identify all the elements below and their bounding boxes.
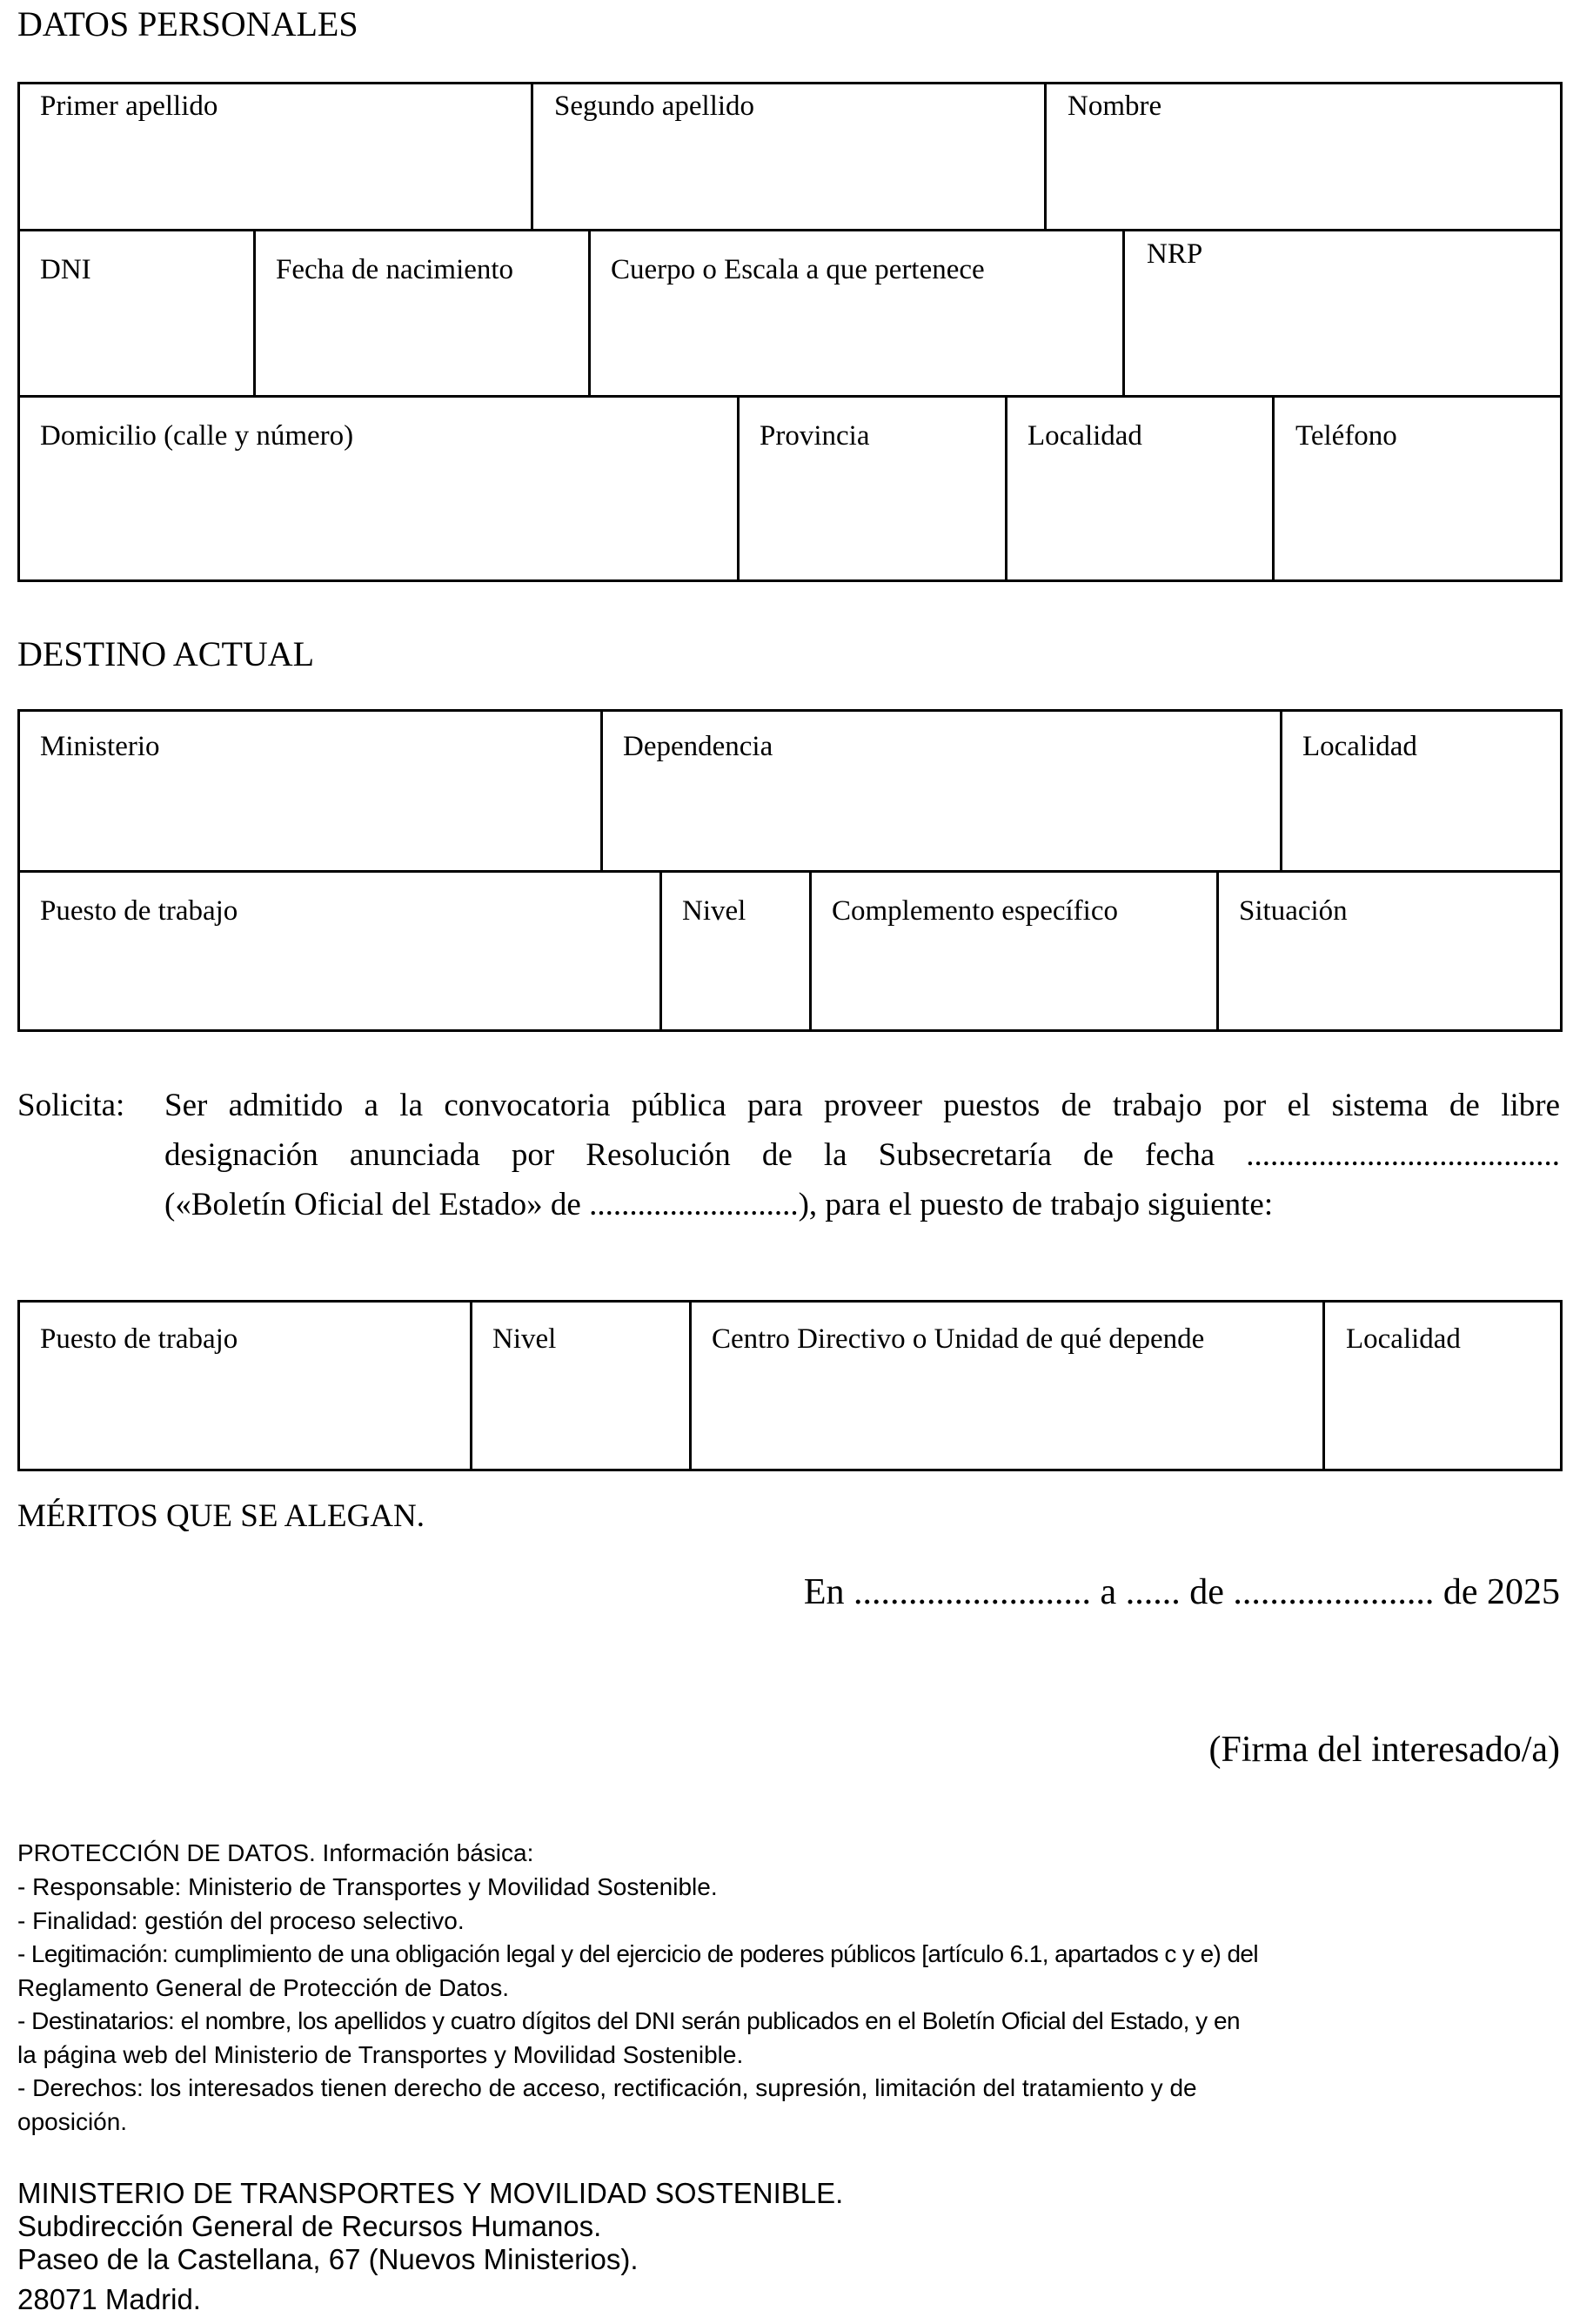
field-complemento-especifico[interactable]: Complemento específico [832, 895, 1118, 927]
col-divider [470, 1300, 472, 1471]
date-line[interactable]: En .......................... a ...... de ...................... de 2025 [803, 1572, 1560, 1612]
field-primer-apellido[interactable]: Primer apellido [40, 90, 218, 122]
col-divider [659, 870, 662, 1032]
col-divider [737, 395, 740, 581]
field-nrp[interactable]: NRP [1147, 238, 1203, 270]
field-domicilio[interactable]: Domicilio (calle y número) [40, 420, 354, 452]
notice-line: PROTECCIÓN DE DATOS. Información básica: [17, 1839, 534, 1866]
table-border [17, 82, 1563, 582]
col-divider [1005, 395, 1007, 581]
notice-line: - Destinatarios: el nombre, los apellidos y cuatro dígitos del DNI serán publicados en el Boletín Oficial del Estado, y en [17, 2007, 1241, 2034]
field-dependencia[interactable]: Dependencia [623, 731, 773, 762]
address-line: Paseo de la Castellana, 67 (Nuevos Ministerios). [17, 2243, 639, 2275]
col-divider [253, 229, 256, 396]
col-divider [531, 82, 533, 230]
notice-line: Reglamento General de Protección de Datos. [17, 1974, 509, 2001]
col-divider [588, 229, 591, 396]
field-segundo-apellido[interactable]: Segundo apellido [554, 90, 755, 122]
notice-line: - Derechos: los interesados tienen derecho de acceso, rectificación, supresión, limitación del tratamiento y de [17, 2074, 1197, 2101]
notice-line: - Responsable: Ministerio de Transportes y Movilidad Sostenible. [17, 1873, 718, 1900]
field-situacion[interactable]: Situación [1239, 895, 1348, 927]
address-line: Subdirección General de Recursos Humanos. [17, 2210, 602, 2242]
col-divider [1322, 1300, 1325, 1471]
row-divider [17, 395, 1563, 398]
notice-line: - Legitimación: cumplimiento de una obligación legal y del ejercicio de poderes públicos [artículo 6.1, apartados c y e) del [17, 1940, 1259, 1967]
solicita-label: Solicita: [17, 1088, 125, 1123]
field-fecha-nacimiento[interactable]: Fecha de nacimiento [276, 254, 514, 285]
address-line: MINISTERIO DE TRANSPORTES Y MOVILIDAD SOSTENIBLE. [17, 2177, 844, 2209]
meritos-heading: MÉRITOS QUE SE ALEGAN. [17, 1498, 425, 1534]
field-provincia[interactable]: Provincia [760, 420, 870, 452]
field-localidad[interactable]: Localidad [1027, 420, 1142, 452]
field-telefono[interactable]: Teléfono [1295, 420, 1397, 452]
address-line: 28071 Madrid. [17, 2283, 201, 2315]
field-dni[interactable]: DNI [40, 254, 91, 285]
row-divider [17, 229, 1563, 231]
field-ministerio[interactable]: Ministerio [40, 731, 160, 762]
field-cuerpo-escala[interactable]: Cuerpo o Escala a que pertenece [611, 254, 985, 285]
col-divider [1216, 870, 1219, 1032]
col-divider [809, 870, 812, 1032]
col-divider [1272, 395, 1275, 581]
signature-label: (Firma del interesado/a) [1208, 1730, 1560, 1770]
section-title-destino-actual: DESTINO ACTUAL [17, 634, 315, 673]
solicita-line: Ser admitido a la convocatoria pública para proveer puestos de trabajo por el sistema de libre [164, 1088, 1560, 1123]
col-divider [1280, 709, 1282, 871]
section-title-datos-personales: DATOS PERSONALES [17, 4, 358, 44]
notice-line: la página web del Ministerio de Transportes y Movilidad Sostenible. [17, 2041, 744, 2068]
field-localidad-solicitada[interactable]: Localidad [1346, 1323, 1461, 1355]
col-divider [689, 1300, 692, 1471]
field-puesto-trabajo[interactable]: Puesto de trabajo [40, 895, 238, 927]
solicita-line: designación anunciada por Resolución de la Subsecretaría de fecha ....................................... [164, 1137, 1560, 1173]
solicita-line: («Boletín Oficial del Estado» de ..........................), para el puesto de trabajo siguiente: [164, 1187, 1274, 1222]
notice-line: oposición. [17, 2108, 128, 2135]
row-divider [17, 870, 1563, 873]
field-nivel-solicitado[interactable]: Nivel [492, 1323, 557, 1355]
col-divider [1044, 82, 1047, 230]
field-puesto-solicitado[interactable]: Puesto de trabajo [40, 1323, 238, 1355]
notice-line: - Finalidad: gestión del proceso selectivo. [17, 1907, 465, 1934]
field-localidad-destino[interactable]: Localidad [1302, 731, 1417, 762]
field-nombre[interactable]: Nombre [1068, 90, 1162, 122]
field-centro-directivo[interactable]: Centro Directivo o Unidad de qué depende [712, 1323, 1205, 1355]
field-nivel[interactable]: Nivel [682, 895, 746, 927]
col-divider [600, 709, 603, 871]
col-divider [1122, 229, 1125, 396]
